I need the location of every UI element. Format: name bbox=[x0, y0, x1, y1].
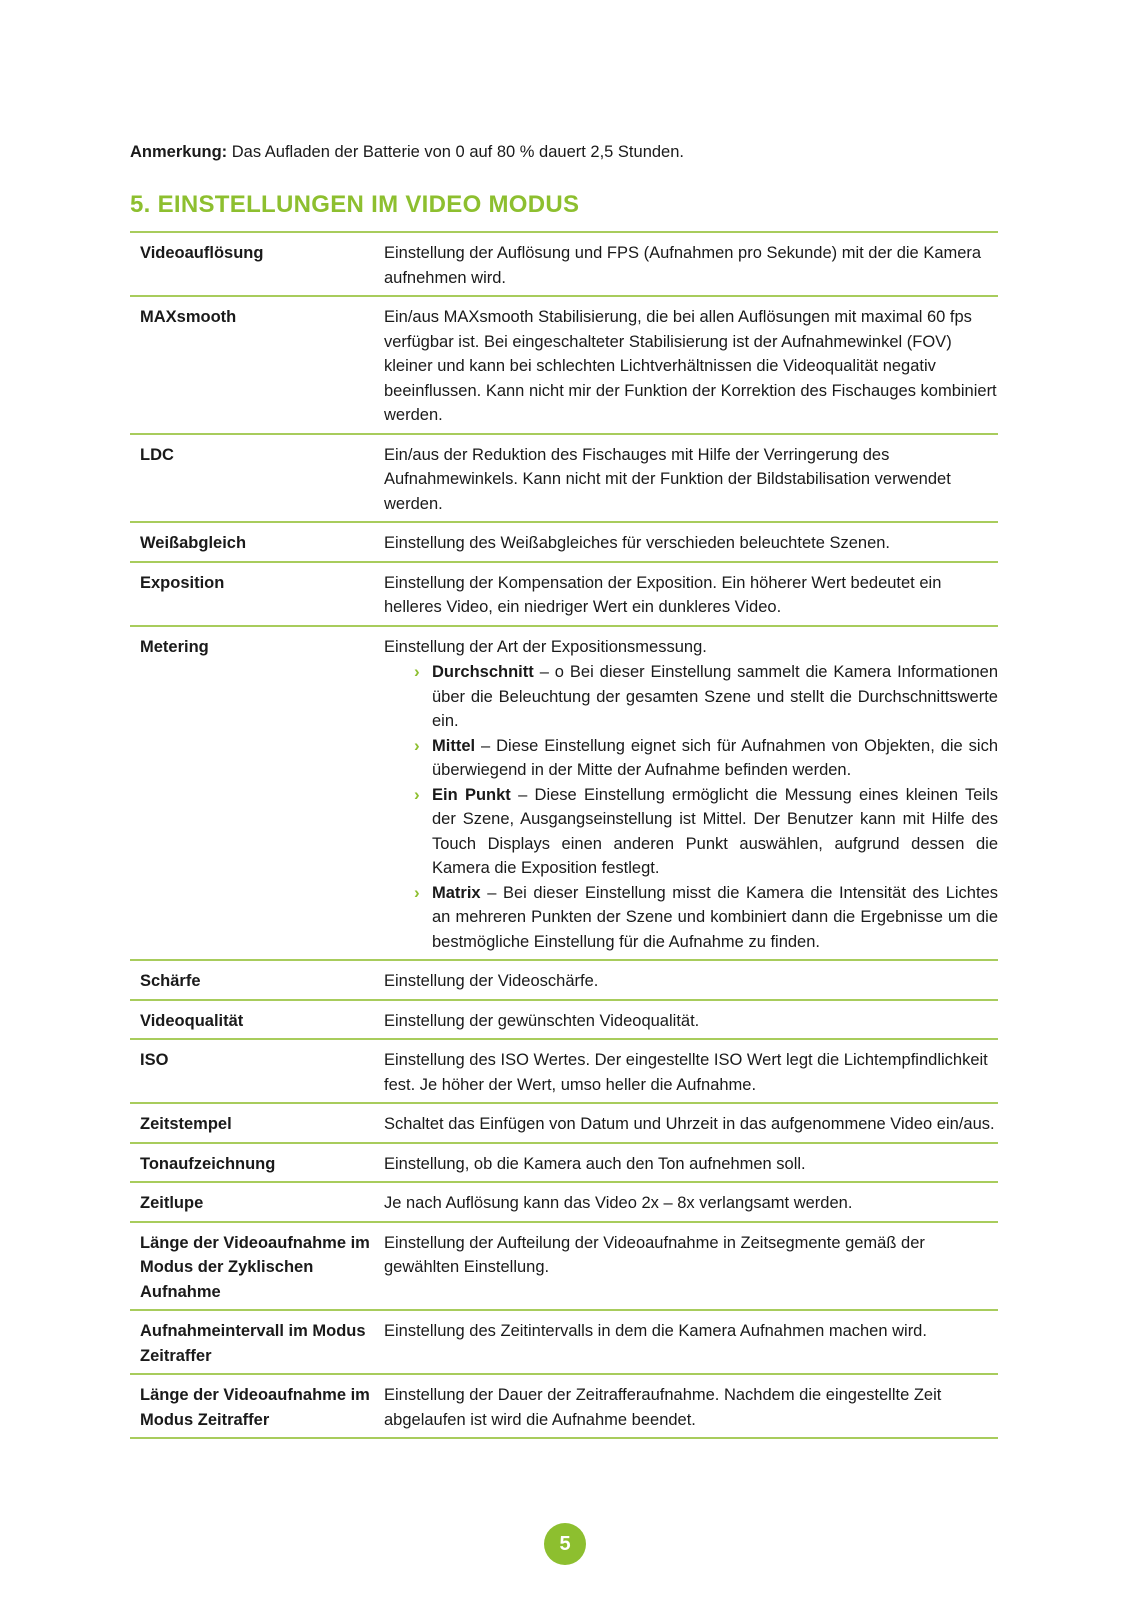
table-row bbox=[130, 1311, 998, 1375]
option-text: – Diese Einstellung ermöglicht die Messung eines kleinen Teils der Szene, Ausgangseinstellung ist Mittel. Der Benutzer kann mit Hilfe des Touch Displays einen anderen Punkt auswählen, aufgrund dessen die Kamera die Exposition festlegt. bbox=[432, 785, 998, 877]
setting-description: Einstellung der gewünschten Videoqualität. bbox=[384, 1011, 700, 1030]
setting-description: Einstellung der Kompensation der Exposition. Ein höherer Wert bedeutet ein helleres Video, ein niedriger Wert ein dunkleres Video. bbox=[384, 573, 942, 616]
setting-term: Weißabgleich bbox=[140, 534, 247, 552]
table-row bbox=[130, 523, 998, 563]
setting-description: Einstellung des Zeitintervalls in dem die Kamera Aufnahmen machen wird. bbox=[384, 1322, 927, 1340]
table-row bbox=[130, 1375, 998, 1439]
setting-term: Schärfe bbox=[140, 972, 201, 990]
setting-term: LDC bbox=[140, 445, 174, 464]
option-text: – Bei dieser Einstellung misst die Kamera die Intensität des Lichtes an mehreren Punkten der Szene und kombiniert dann die Ergebnisse um die bestmögliche Einstellung für die Aufnahme zu finden. bbox=[432, 883, 998, 951]
option-name: Ein Punkt bbox=[432, 785, 511, 804]
setting-description: Einstellung, ob die Kamera auch den Ton aufnehmen soll. bbox=[384, 1154, 806, 1173]
setting-term: Zeitlupe bbox=[140, 1194, 204, 1212]
setting-term: MAXsmooth bbox=[140, 308, 237, 326]
section-heading: 5. EINSTELLUNGEN IM VIDEO MODUS bbox=[130, 191, 580, 218]
setting-description bbox=[384, 635, 998, 955]
table-row bbox=[130, 435, 998, 524]
option-name: Durchschnitt bbox=[432, 663, 534, 681]
table-row bbox=[130, 563, 998, 627]
setting-term: Videoqualität bbox=[140, 1011, 244, 1030]
setting-description: Ein/aus MAXsmooth Stabilisierung, die bei allen Auflösungen mit maximal 60 fps verfügbar ist. Bei eingeschalteter Stabilisierung ist der Aufnahmewinkel (FOV) kleiner und kann bei schlechten Lichtverhältnissen die Videoqualität negativ beeinflussen. Kann nicht mir der Funktion der Korrektion des Fischauges kombiniert werden. bbox=[384, 308, 997, 424]
setting-description: Einstellung der Dauer der Zeitrafferaufnahme. Nachdem die eingestellte Zeit abgelaufen ist wird die Aufnahme beendet. bbox=[384, 1386, 942, 1429]
metering-options bbox=[384, 660, 998, 954]
chevron-right-icon: › bbox=[414, 662, 420, 681]
metering-intro: Einstellung der Art der Expositionsmessung. bbox=[384, 637, 707, 656]
setting-description: Einstellung des ISO Wertes. Der eingestellte ISO Wert legt die Lichtempfindlichkeit fest. Je höher der Wert, umso heller die Aufnahme. bbox=[384, 1051, 988, 1094]
note-label: Anmerkung: bbox=[130, 143, 228, 161]
table-row bbox=[130, 1001, 998, 1041]
setting-term: ISO bbox=[140, 1051, 169, 1069]
setting-description: Ein/aus der Reduktion des Fischauges mit Hilfe der Verringerung des Aufnahmewinkels. Kann nicht mit der Funktion der Bildstabilisation verwendet werden. bbox=[384, 445, 951, 513]
table-row bbox=[130, 627, 998, 962]
setting-term: Tonaufzeichnung bbox=[140, 1154, 276, 1173]
setting-description: Einstellung der Aufteilung der Videoaufnahme in Zeitsegmente gemäß der gewählten Einstellung. bbox=[384, 1233, 925, 1276]
chevron-right-icon: › bbox=[414, 735, 420, 755]
chevron-right-icon: › bbox=[414, 784, 420, 804]
list-item bbox=[384, 881, 998, 955]
setting-description: Einstellung der Auflösung und FPS (Aufnahmen pro Sekunde) mit der die Kamera aufnehmen wird. bbox=[384, 244, 982, 287]
list-item bbox=[384, 660, 998, 734]
setting-description: Schaltet das Einfügen von Datum und Uhrzeit in das aufgenommene Video ein/aus. bbox=[384, 1115, 995, 1133]
table-row bbox=[130, 233, 998, 297]
table-row bbox=[130, 1104, 998, 1144]
table-row bbox=[130, 297, 998, 435]
setting-description: Je nach Auflösung kann das Video 2x – 8x verlangsamt werden. bbox=[384, 1194, 853, 1212]
note-text: Das Aufladen der Batterie von 0 auf 80 % dauert 2,5 Stunden. bbox=[227, 143, 684, 161]
option-text: – Diese Einstellung eignet sich für Aufnahmen von Objekten, die sich überwiegend in der Mitte der Aufnahme befinden werden. bbox=[432, 736, 998, 779]
setting-term: Aufnahmeintervall im Modus Zeitraffer bbox=[140, 1322, 366, 1365]
setting-description: Einstellung der Videoschärfe. bbox=[384, 972, 599, 990]
setting-term: Metering bbox=[140, 637, 209, 656]
table-row bbox=[130, 1144, 998, 1184]
setting-term: Länge der Videoaufnahme im Modus Zeitraffer bbox=[140, 1386, 370, 1429]
list-item bbox=[384, 783, 998, 881]
table-row bbox=[130, 1223, 998, 1312]
note bbox=[130, 141, 684, 163]
table-row bbox=[130, 1040, 998, 1104]
setting-term: Exposition bbox=[140, 573, 225, 592]
settings-table bbox=[130, 231, 998, 1439]
table-row bbox=[130, 961, 998, 1001]
setting-term: Zeitstempel bbox=[140, 1115, 232, 1133]
setting-description: Einstellung des Weißabgleiches für verschieden beleuchtete Szenen. bbox=[384, 534, 891, 552]
option-name: Mittel bbox=[432, 736, 476, 755]
setting-term: Länge der Videoaufnahme im Modus der Zyklischen Aufnahme bbox=[140, 1233, 370, 1301]
setting-term: Videoauflösung bbox=[140, 244, 264, 262]
option-text: – o Bei dieser Einstellung sammelt die Kamera Informationen über die Beleuchtung der gesamten Szene und stellt die Durchschnittswerte ein. bbox=[432, 663, 998, 730]
option-name: Matrix bbox=[432, 883, 481, 902]
table-row bbox=[130, 1183, 998, 1223]
chevron-right-icon: › bbox=[414, 882, 420, 902]
list-item bbox=[384, 734, 998, 783]
page-number: 5 bbox=[544, 1523, 586, 1565]
